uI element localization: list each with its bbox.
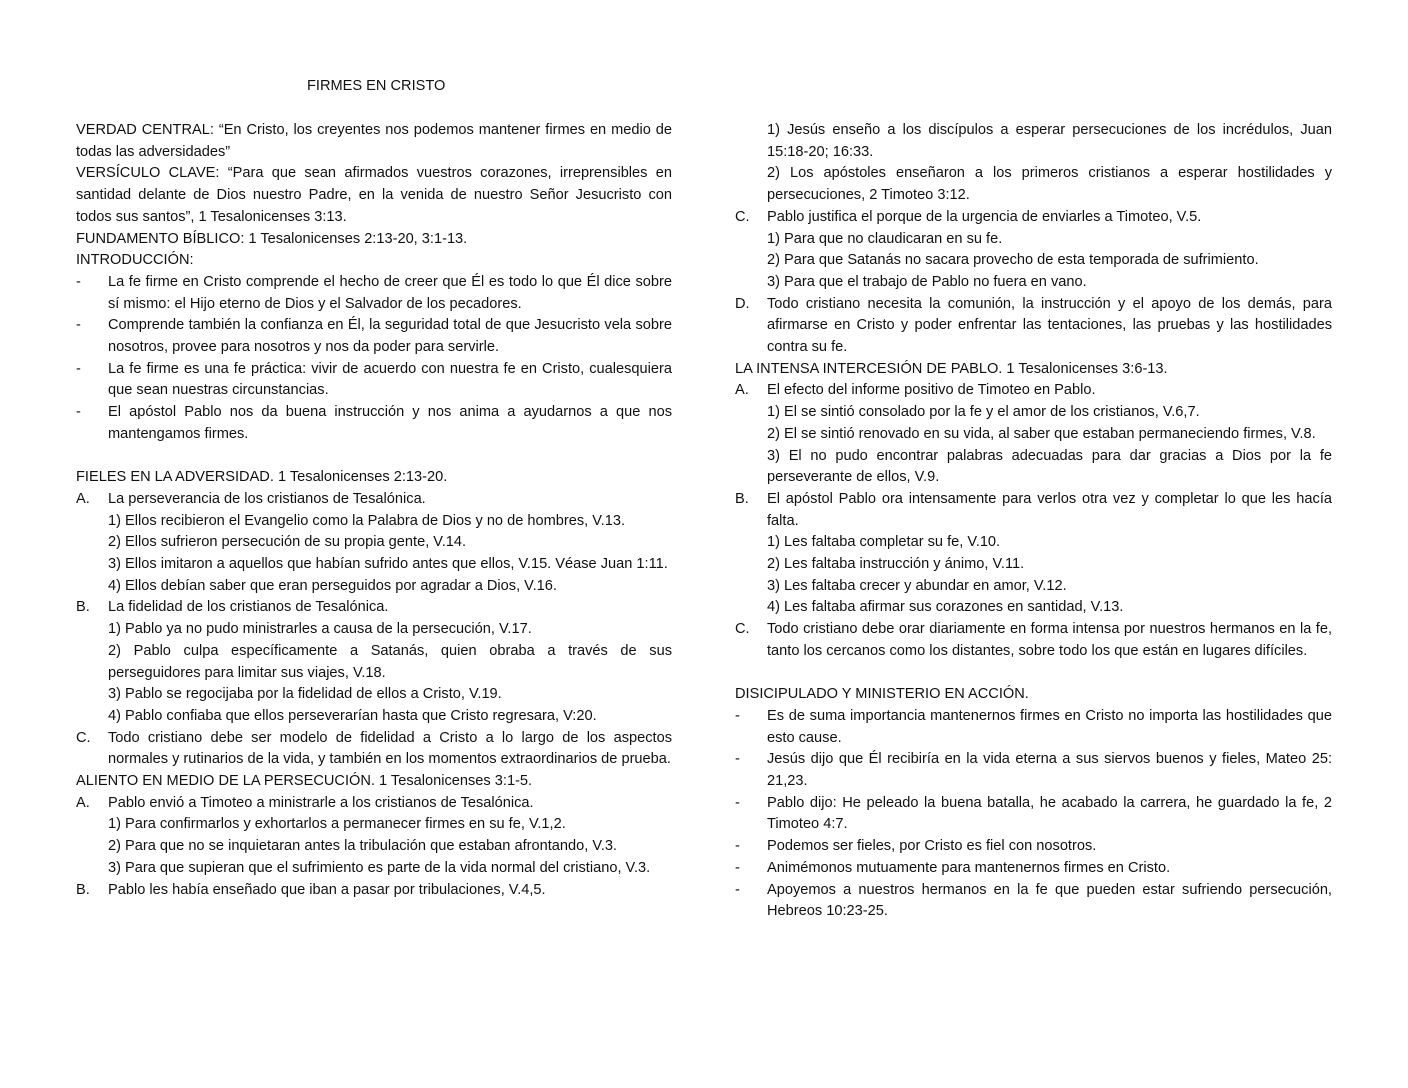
- sub-point: 3) Para que el trabajo de Pablo no fuera en vano.: [767, 273, 1087, 290]
- outline-point: A. La perseverancia de los cristianos de Tesalónica.: [76, 490, 426, 507]
- sub-point: 4) Pablo confiaba que ellos perseverarían hasta que Cristo regresara, V:20.: [108, 707, 597, 724]
- outline-point: D. Todo cristiano necesita la comunión, la instrucción y el apoyo de los demás, para afirmarse en Cristo y poder enfrentar las tentaciones, las pruebas y las hostilidades contra su fe.: [735, 295, 1332, 356]
- sub-point: 3) Pablo se regocijaba por la fidelidad de ellos a Cristo, V.19.: [108, 686, 502, 703]
- section-heading: ALIENTO EN MEDIO DE LA PERSECUCIÓN. 1 Tesalonicenses 3:1-5.: [76, 773, 533, 790]
- section-heading: DISICIPULADO Y MINISTERIO EN ACCIÓN.: [735, 686, 1029, 703]
- sub-point: 2) Para que Satanás no sacara provecho de esta temporada de sufrimiento.: [767, 252, 1259, 269]
- spacer: [76, 446, 672, 468]
- outline-point: A. El efecto del informe positivo de Timoteo en Pablo.: [735, 382, 1096, 399]
- sub-point: 3) El no pudo encontrar palabras adecuadas para dar gracias a Dios por la fe perseverante de ellos, V.9.: [767, 447, 1332, 486]
- outline-point: B. Pablo les había enseñado que iban a pasar por tribulaciones, V.4,5.: [76, 881, 546, 898]
- intro-heading: INTRODUCCIÓN:: [76, 252, 194, 269]
- sub-point: 1) Para que no claudicaran en su fe.: [767, 230, 1003, 247]
- sub-point: 1) Les faltaba completar su fe, V.10.: [767, 534, 1001, 551]
- page-title: FIRMES EN CRISTO: [307, 78, 446, 94]
- section-heading: FIELES EN LA ADVERSIDAD. 1 Tesalonicenses 2:13-20.: [76, 469, 448, 486]
- list-item: - Pablo dijo: He peleado la buena batalla, he acabado la carrera, he guardado la fe, 2 Timoteo 4:7.: [735, 794, 1332, 833]
- outline-point: C. Todo cristiano debe ser modelo de fidelidad a Cristo a lo largo de los aspectos normales y rutinarios de la vida, y también en los momentos extraordinarios de prueba.: [76, 729, 672, 768]
- sub-point: 3) Para que supieran que el sufrimiento es parte de la vida normal del cristiano, V.3.: [108, 859, 651, 876]
- left-column: [76, 120, 672, 901]
- list-item: - Animémonos mutuamente para mantenernos firmes en Cristo.: [735, 859, 1171, 876]
- list-item: - La fe firme en Cristo comprende el hecho de creer que Él es todo lo que Él dice sobre sí mismo: el Hijo eterno de Dios y el Salvador de los pecadores.: [76, 273, 672, 312]
- sub-point: 2) Pablo culpa específicamente a Satanás, quien obraba a través de sus perseguidores para limitar sus viajes, V.18.: [108, 642, 672, 681]
- outline-point: C. Pablo justifica el porque de la urgencia de enviarles a Timoteo, V.5.: [735, 208, 1202, 225]
- list-item: - Podemos ser fieles, por Cristo es fiel con nosotros.: [735, 838, 1097, 855]
- right-column: [735, 120, 1332, 923]
- list-item: - Apoyemos a nuestros hermanos en la fe que pueden estar sufriendo persecución, Hebreos 10:23-25.: [735, 881, 1332, 920]
- fundamento-biblico: FUNDAMENTO BÍBLICO: 1 Tesalonicenses 2:13-20, 3:1-13.: [76, 230, 468, 247]
- outline-point: A. Pablo envió a Timoteo a ministrarle a los cristianos de Tesalónica.: [76, 794, 534, 811]
- list-item: - La fe firme es una fe práctica: vivir de acuerdo con nuestra fe en Cristo, cualesquiera que sean nuestras circunstancias.: [76, 360, 672, 399]
- sub-point: 1) Para confirmarlos y exhortarlos a permanecer firmes en su fe, V.1,2.: [108, 816, 566, 833]
- sub-point: 1) Ellos recibieron el Evangelio como la Palabra de Dios y no de hombres, V.13.: [108, 512, 626, 529]
- outline-point: B. La fidelidad de los cristianos de Tesalónica.: [76, 599, 389, 616]
- sub-point: 1) Pablo ya no pudo ministrarles a causa de la persecución, V.17.: [108, 621, 532, 638]
- outline-point: B. El apóstol Pablo ora intensamente para verlos otra vez y completar lo que les hacía falta.: [735, 490, 1332, 529]
- sub-point: 2) Para que no se inquietaran antes la tribulación que estaban afrontando, V.3.: [108, 838, 617, 855]
- sub-point: 1) El se sintió consolado por la fe y el amor de los cristianos, V.6,7.: [767, 404, 1200, 421]
- versiculo-clave: VERSÍCULO CLAVE: “Para que sean afirmados vuestros corazones, irreprensibles en santidad delante de Dios nuestro Padre, en la venida de nuestro Señor Jesucristo con todos sus santos”, 1 Tesalonicenses 3:13.: [76, 165, 672, 225]
- sub-point: 4) Les faltaba afirmar sus corazones en santidad, V.13.: [767, 599, 1124, 616]
- sub-point: 4) Ellos debían saber que eran perseguidos por agradar a Dios, V.16.: [108, 577, 557, 594]
- list-item: - Es de suma importancia mantenernos firmes en Cristo no importa las hostilidades que esto cause.: [735, 707, 1332, 746]
- list-item: - Jesús dijo que Él recibiría en la vida eterna a sus siervos buenos y fieles, Mateo 25: 21,23.: [735, 751, 1332, 790]
- sub-point: 2) Los apóstoles enseñaron a los primeros cristianos a esperar hostilidades y persecuciones, 2 Timoteo 3:12.: [767, 165, 1332, 204]
- list-item: - Comprende también la confianza en Él, la seguridad total de que Jesucristo vela sobre nosotros, provee para nosotros y nos da poder para servirle.: [76, 317, 672, 356]
- outline-point: C. Todo cristiano debe orar diariamente en forma intensa por nuestros hermanos en la fe, tanto los cercanos como los distantes, sobre todo los que están en lugares difíciles.: [735, 621, 1332, 659]
- section-heading: LA INTENSA INTERCESIÓN DE PABLO. 1 Tesalonicenses 3:6-13.: [735, 360, 1168, 377]
- spacer: [735, 663, 1332, 685]
- list-item: - El apóstol Pablo nos da buena instrucción y nos anima a ayudarnos a que nos mantengamos firmes.: [76, 404, 672, 442]
- sub-point: 2) Ellos sufrieron persecución de su propia gente, V.14.: [108, 534, 467, 551]
- sub-point: 3) Les faltaba crecer y abundar en amor, V.12.: [767, 577, 1067, 594]
- sub-point: 3) Ellos imitaron a aquellos que habían sufrido antes que ellos, V.15. Véase Juan 1:11.: [108, 556, 668, 573]
- sub-point: 1) Jesús enseño a los discípulos a esperar persecuciones de los incrédulos, Juan 15:18-20; 16:33.: [767, 122, 1332, 160]
- sub-point: 2) El se sintió renovado en su vida, al saber que estaban permaneciendo firmes, V.8.: [767, 425, 1316, 442]
- verdad-central: VERDAD CENTRAL: “En Cristo, los creyentes nos podemos mantener firmes en medio de todas las adversidades”: [76, 122, 672, 160]
- sub-point: 2) Les faltaba instrucción y ánimo, V.11.: [767, 556, 1025, 573]
